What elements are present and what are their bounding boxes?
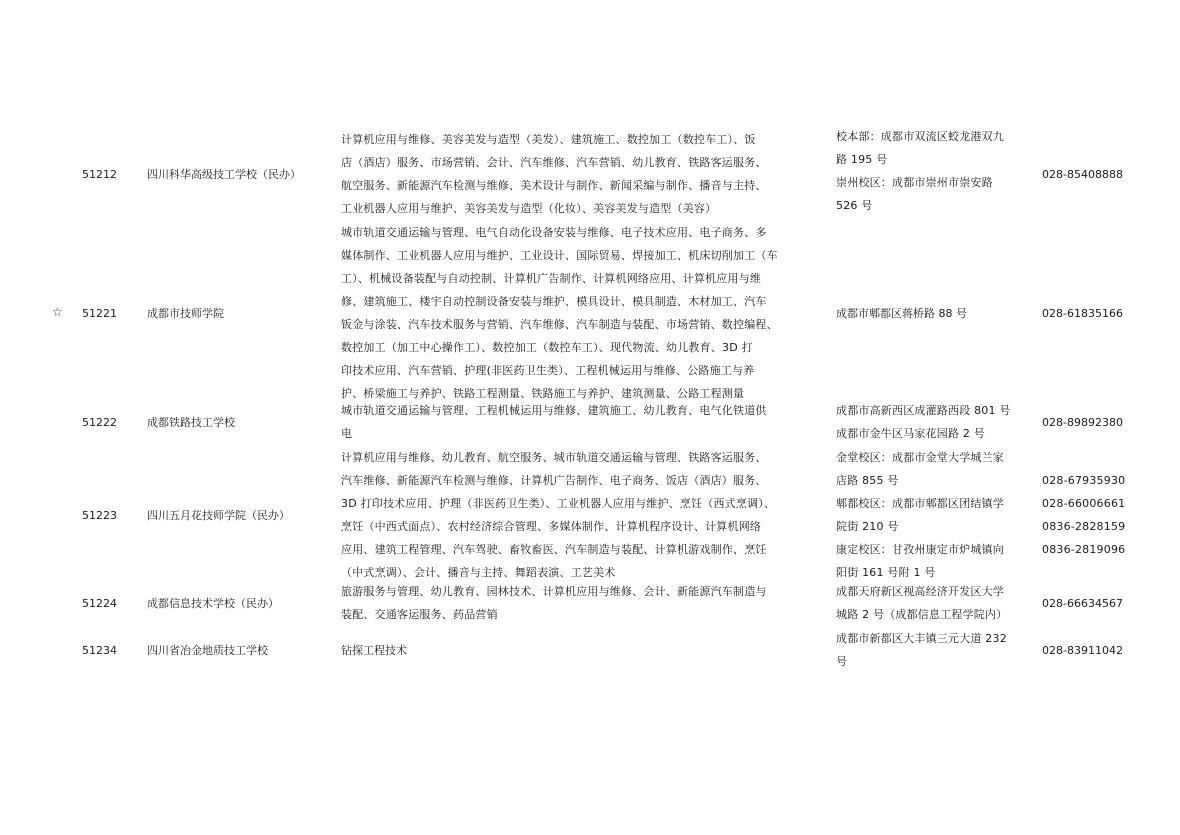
school-code: 51212 (82, 167, 117, 181)
address-line: 店路 855 号 (836, 474, 899, 487)
majors-cell (341, 128, 826, 220)
school-code: 51221 (82, 306, 117, 320)
majors-line: 印技术应用、汽车营销、护理(非医药卫生类）、工程机械运用与维修、公路施工与养 (341, 364, 755, 377)
majors-line: 烹饪（中西式面点）、农村经济综合管理、多媒体制作、计算机程序设计、计算机网络 (341, 520, 762, 533)
address-line: 成都市高新西区成灌路西段 801 号 (836, 404, 1011, 417)
address-line: 号 (836, 655, 848, 668)
majors-cell (341, 399, 826, 445)
majors-line: 3D 打印技术应用、护理（非医药卫生类）、工业机器人应用与维护、烹饪（西式烹调）、 (341, 497, 776, 510)
address-cell (836, 125, 1031, 217)
address-cell (836, 580, 1031, 626)
majors-line: 汽车维修、新能源汽车检测与维修、计算机广告制作、电子商务、饭店（酒店）服务、 (341, 474, 767, 487)
school-code: 51234 (82, 643, 117, 657)
majors-line: 航空服务、新能源汽车检测与维修、美术设计与制作、新闻采编与制作、播音与主持、 (341, 179, 767, 192)
majors-line: 应用、建筑工程管理、汽车驾驶、畜牧畜医、汽车制造与装配、计算机游戏制作、烹饪 (341, 543, 767, 556)
address-cell (836, 446, 1031, 584)
address-line: 郫都校区：成都市郫都区团结镇学 (836, 497, 1004, 510)
address-line: 成都市金牛区马家花园路 2 号 (836, 427, 985, 440)
majors-line: 电 (341, 427, 353, 440)
majors-line: 护、桥梁施工与养护、铁路工程测量、铁路施工与养护、建筑测量、公路工程测量 (341, 387, 745, 400)
address-line: 院街 210 号 (836, 520, 899, 533)
address-cell (836, 399, 1031, 445)
phone-number: 028-66006661 (1042, 497, 1126, 510)
school-name: 成都铁路技工学校 (147, 415, 235, 429)
phone-number: 0836-2828159 (1042, 520, 1126, 533)
majors-cell (341, 221, 826, 405)
majors-line: 旅游服务与管理、幼儿教育、园林技术、计算机应用与维修、会计、新能源汽车制造与 (341, 585, 767, 598)
school-code: 51223 (82, 508, 117, 522)
majors-line: （中式烹调）、会计、播音与主持、舞蹈表演、工艺美术 (341, 566, 616, 579)
phone-number: 028-61835166 (1042, 306, 1123, 320)
address-line: 校本部：成都市双流区蛟龙港双九 (836, 130, 1004, 143)
majors-line: 工）、机械设备装配与自动控制、计算机广告制作、计算机网络应用、计算机应用与维 (341, 272, 762, 285)
majors-line: 修、建筑施工、楼宇自动控制设备安装与维护、模具设计、模具制造、木材加工、汽车 (341, 295, 767, 308)
majors-line: 媒体制作、工业机器人应用与维护、工业设计、国际贸易、焊接加工、机床切削加工（车 (341, 249, 778, 262)
phone-number: 028-67935930 (1042, 474, 1126, 487)
phone-number: 0836-2819096 (1042, 543, 1126, 556)
majors-line: 装配、交通客运服务、药品营销 (341, 608, 498, 621)
table-row (0, 221, 1180, 405)
address-line: 526 号 (836, 199, 873, 212)
majors-line: 钣金与涂装、汽车技术服务与营销、汽车维修、汽车制造与装配、市场营销、数控编程、 (341, 318, 778, 331)
majors-line: 城市轨道交通运输与管理、电气自动化设备安装与维修、电子技术应用、电子商务、多 (341, 226, 767, 239)
school-name: 四川五月花技师学院（民办） (147, 508, 290, 522)
school-name: 成都市技师学院 (147, 306, 224, 320)
majors-line: 工业机器人应用与维护、美容美发与造型（化妆）、美容美发与造型（美容） (341, 202, 717, 215)
address-line: 康定校区：甘孜州康定市炉城镇向 (836, 543, 1004, 556)
address-line: 阳街 161 号附 1 号 (836, 566, 936, 579)
key-school-star-icon: ☆ (52, 305, 63, 319)
majors-line: 数控加工（加工中心操作工）、数控加工（数控车工）、现代物流、幼儿教育、3D 打 (341, 341, 753, 354)
address-line: 成都市新都区大丰镇三元大道 232 (836, 632, 1007, 645)
table-row (0, 446, 1180, 584)
address-line: 成都天府新区视高经济开发区大学 (836, 585, 1004, 598)
address-line: 路 195 号 (836, 153, 888, 166)
table-row (0, 128, 1180, 220)
school-code: 51224 (82, 596, 117, 610)
school-name: 四川科华高级技工学校（民办） (147, 167, 301, 181)
address-line: 金堂校区：成都市金堂大学城兰家 (836, 451, 1004, 464)
school-name: 成都信息技术学校（民办） (147, 596, 279, 610)
school-name: 四川省冶金地质技工学校 (147, 643, 268, 657)
majors-cell: 钻探工程技术 (341, 643, 407, 657)
phone-number: 028-83911042 (1042, 643, 1123, 657)
majors-line: 计算机应用与维修、幼儿教育、航空服务、城市轨道交通运输与管理、铁路客运服务、 (341, 451, 767, 464)
majors-line: 店（酒店）服务、市场营销、会计、汽车维修、汽车营销、幼儿教育、铁路客运服务、 (341, 156, 767, 169)
phone-cell (1042, 469, 1152, 561)
majors-line: 计算机应用与维修、美容美发与造型（美发）、建筑施工、数控加工（数控车工）、饭 (341, 133, 756, 146)
table-row (0, 580, 1180, 626)
address-line: 崇州校区：成都市崇州市崇安路 (836, 176, 993, 189)
school-code: 51222 (82, 415, 117, 429)
phone-number: 028-89892380 (1042, 415, 1123, 429)
address-cell (836, 627, 1031, 673)
table-row (0, 399, 1180, 445)
majors-cell (341, 580, 826, 626)
majors-cell (341, 446, 826, 584)
address-line: 城路 2 号（成都信息工程学院内） (836, 608, 1008, 621)
phone-number: 028-66634567 (1042, 596, 1123, 610)
address-cell: 成都市郫都区蒋桥路 88 号 (836, 306, 967, 320)
phone-number: 028-85408888 (1042, 167, 1123, 181)
table-row (0, 627, 1180, 673)
majors-line: 城市轨道交通运输与管理、工程机械运用与维修、建筑施工、幼儿教育、电气化铁道供 (341, 404, 767, 417)
